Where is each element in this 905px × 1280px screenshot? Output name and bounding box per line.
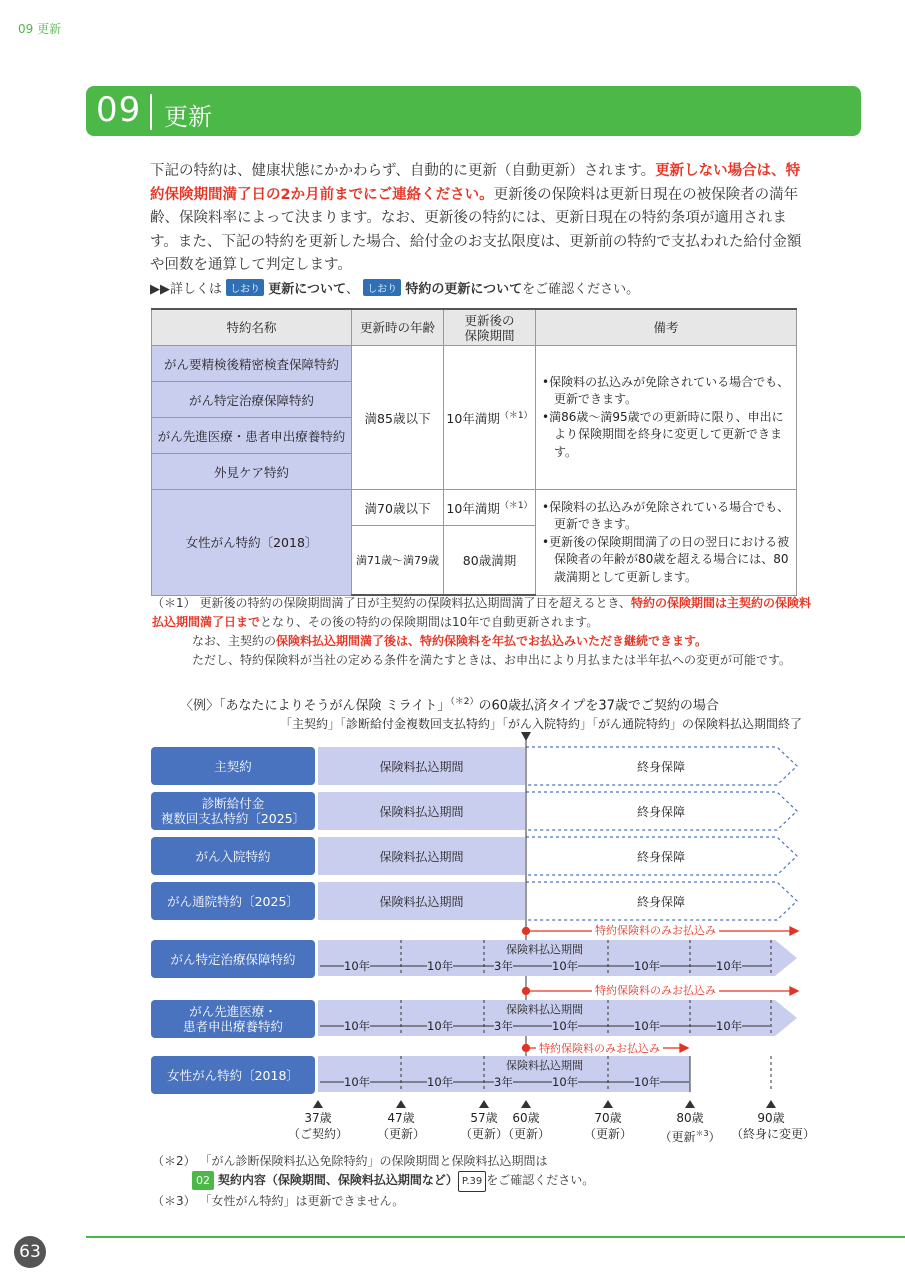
segment-label: 10年 bbox=[427, 1019, 454, 1033]
note-item: •保険料の払込みが免除されている場合でも、更新できます。 bbox=[542, 499, 790, 531]
intro-warning: 更新しない場合は、特約保険期間満了日の2か月前までにご連絡ください。 bbox=[150, 163, 801, 203]
segment-label: 10年 bbox=[344, 959, 371, 973]
segment-label: 10年 bbox=[427, 1075, 454, 1089]
age-note: （更新） bbox=[376, 1127, 425, 1141]
fn2-l1: 「がん診断保険料払込免除特約」の保険期間と保険料払込期間は bbox=[199, 1154, 548, 1168]
col-header-age: 更新時の年齢 bbox=[352, 309, 444, 346]
lifetime-coverage: 終身保障 bbox=[636, 804, 685, 819]
ref-prefix: ▶▶詳しくは bbox=[150, 282, 222, 297]
page-number: 63 bbox=[14, 1236, 46, 1268]
ref-link-renewal[interactable]: 更新について bbox=[268, 282, 347, 297]
segment-label: 10年 bbox=[552, 1019, 579, 1033]
col-header-name: 特約名称 bbox=[152, 309, 352, 346]
example-mark: （＊2） bbox=[450, 697, 479, 707]
age-marker bbox=[578, 1110, 638, 1142]
rider-name: 外見ケア特約 bbox=[152, 454, 352, 490]
age-note: （ご契約） bbox=[288, 1127, 349, 1141]
age-marker bbox=[655, 1110, 725, 1145]
footnote-2 bbox=[152, 1152, 812, 1211]
col-header-period: 更新後の 保険期間 bbox=[444, 309, 536, 346]
fn1-mark: （＊1） bbox=[152, 596, 196, 610]
segment-label: 3年 bbox=[494, 1075, 513, 1089]
example-title-b: の60歳払済タイプを37歳でご契約の場合 bbox=[478, 698, 719, 714]
rider-name: がん要精検後精密検査保障特約 bbox=[152, 346, 352, 382]
page-ref[interactable]: P.39 bbox=[458, 1171, 486, 1192]
row-label: 女性がん特約〔2018〕 bbox=[151, 1056, 315, 1094]
segment-label: 10年 bbox=[634, 1019, 661, 1033]
age-marker bbox=[496, 1110, 556, 1142]
segment-label: 10年 bbox=[552, 959, 579, 973]
pay-period: 保険料払込期間 bbox=[318, 747, 525, 785]
ref-suffix: をご確認ください。 bbox=[522, 282, 640, 297]
rider-name: 女性がん特約〔2018〕 bbox=[152, 490, 352, 596]
age-note-close: ） bbox=[708, 1130, 721, 1144]
section-badge: 02 bbox=[192, 1171, 214, 1190]
fn1-l2-red: 保険料払込期間満了後は、特約保険料を年払でお払込みいただき継続できます。 bbox=[276, 634, 708, 648]
renewal-period: 80歳満期 bbox=[444, 526, 536, 596]
segment-label: 10年 bbox=[552, 1075, 579, 1089]
fn2-bold[interactable]: 契約内容（保険期間、保険料払込期間など） bbox=[217, 1173, 458, 1187]
pay-period: 保険料払込期間 bbox=[318, 792, 525, 830]
pay-period-label: 保険料払込期間 bbox=[506, 1059, 583, 1072]
age-marker bbox=[731, 1110, 816, 1142]
age-note: （更新） bbox=[583, 1127, 632, 1141]
age-value: 60歳 bbox=[512, 1111, 540, 1125]
fn3-mark: （＊3） bbox=[152, 1194, 196, 1208]
rider-premium-note: 特約保険料のみお払込み bbox=[592, 922, 719, 938]
note-item: •満86歳～満95歳での更新時に限り、申出により保険期間を終身に変更して更新できます。 bbox=[542, 409, 784, 459]
row-label: がん入院特約 bbox=[151, 837, 315, 875]
ref-sep: 、 bbox=[346, 282, 360, 297]
pay-period: 保険料払込期間 bbox=[318, 837, 525, 875]
renewal-age: 満71歳～満79歳 bbox=[352, 526, 444, 596]
shiori-badge: しおり bbox=[363, 279, 401, 296]
lifetime-coverage: 終身保障 bbox=[636, 894, 685, 909]
fn2-l2b: をご確認ください。 bbox=[486, 1173, 595, 1187]
segment-label: 3年 bbox=[494, 1019, 513, 1033]
footer-line bbox=[86, 1236, 905, 1238]
pay-period: 保険料払込期間 bbox=[318, 882, 525, 920]
period-mark: （＊1） bbox=[499, 410, 533, 421]
age-note: （終身に変更） bbox=[731, 1127, 816, 1141]
age-note: （更新 bbox=[659, 1130, 696, 1144]
pay-period-label: 保険料払込期間 bbox=[506, 943, 583, 956]
shiori-badge: しおり bbox=[226, 279, 264, 296]
section-label: 09 更新 bbox=[18, 22, 62, 36]
rider-premium-note: 特約保険料のみお払込み bbox=[536, 1040, 663, 1056]
fn1-text-b: となり、その後の特約の保険期間は10年で自動更新されます。 bbox=[260, 615, 599, 629]
fn2-mark: （＊2） bbox=[152, 1154, 196, 1168]
rider-premium-note: 特約保険料のみお払込み bbox=[592, 982, 719, 998]
pay-period-label: 保険料払込期間 bbox=[506, 1003, 583, 1016]
segment-label: 10年 bbox=[427, 959, 454, 973]
note-item: •更新後の保険期間満了の日の翌日における被保険者の年齢が80歳を超える場合には、80歳満期として更新します。 bbox=[542, 534, 790, 584]
renewal-age: 満70歳以下 bbox=[352, 490, 444, 526]
age-marker bbox=[371, 1110, 431, 1142]
period-text: 10年満期 bbox=[446, 411, 500, 427]
section-number: 09 bbox=[96, 90, 142, 130]
fn1-l2a: なお、主契約の bbox=[192, 634, 277, 648]
age-note: （更新） bbox=[459, 1127, 508, 1141]
fn1-red: 特約の保険期間は主契約の保険料払込期間満了日まで bbox=[152, 596, 812, 629]
intro-text-b: 更新後の保険料は更新日現在の被保険者の満年齢、保険料率によって決まります。なお、更新後の特約には、更新日現在の特約条項が適用されます。また、下記の特約を更新した場合、給付金のお支払限度は、更新前の特約で支払われた給付金額や回数を通算して判定します。 bbox=[150, 186, 802, 273]
row-label: がん特定治療保障特約 bbox=[151, 940, 315, 978]
example-title-a: 〈例〉「あなたによりそうがん保険 ミライト」 bbox=[180, 698, 451, 714]
segment-label: 10年 bbox=[344, 1019, 371, 1033]
segment-label: 3年 bbox=[494, 959, 513, 973]
row-label: 主契約 bbox=[151, 747, 315, 785]
age-marker bbox=[288, 1110, 348, 1142]
age-value: 90歳 bbox=[757, 1111, 785, 1125]
note-item: •保険料の払込みが免除されている場合でも、更新できます。 bbox=[542, 374, 790, 407]
age-value: 37歳 bbox=[304, 1111, 332, 1125]
intro-text-a: 下記の特約は、健康状態にかかわらず、自動的に更新（自動更新）されます。 bbox=[150, 163, 656, 179]
fn1-l3: ただし、特約保険料が当社の定める条件を満たすときは、お申出により月払または半年払への変更が可能です。 bbox=[192, 653, 792, 667]
age-value: 70歳 bbox=[594, 1111, 622, 1125]
ref-link-rider-renewal[interactable]: 特約の更新について bbox=[405, 282, 523, 297]
age-note-mark: ＊3 bbox=[695, 1129, 709, 1138]
renewal-age: 満85歳以下 bbox=[352, 346, 444, 490]
rider-name: がん先進医療・患者申出療養特約 bbox=[152, 418, 352, 454]
lifetime-coverage: 終身保障 bbox=[636, 759, 685, 774]
segment-label: 10年 bbox=[344, 1075, 371, 1089]
rider-name: がん特定治療保障特約 bbox=[152, 382, 352, 418]
age-note: （更新） bbox=[501, 1127, 550, 1141]
row-label: がん先進医療・ 患者申出療養特約 bbox=[151, 1000, 315, 1038]
age-value: 47歳 bbox=[387, 1111, 415, 1125]
row-label: 診断給付金 複数回支払特約〔2025〕 bbox=[151, 792, 315, 830]
fn3-text: 「女性がん特約」は更新できません。 bbox=[199, 1194, 405, 1208]
col-header-note: 備考 bbox=[536, 309, 797, 346]
row-label: がん通院特約〔2025〕 bbox=[151, 882, 315, 920]
segment-label: 10年 bbox=[716, 1019, 743, 1033]
example-subtitle: 「主契約」「診断給付金複数回支払特約」「がん入院特約」「がん通院特約」の保険料払込期間終了 bbox=[280, 717, 803, 731]
segment-label: 10年 bbox=[634, 959, 661, 973]
period-mark: （＊1） bbox=[499, 500, 533, 511]
segment-label: 10年 bbox=[716, 959, 743, 973]
lifetime-coverage: 終身保障 bbox=[636, 849, 685, 864]
age-value: 57歳 bbox=[470, 1111, 498, 1125]
fn1-text-a: 更新後の特約の保険期間満了日が主契約の保険料払込期間満了日を超えるとき、 bbox=[199, 596, 631, 610]
page-title: 更新 bbox=[164, 103, 212, 131]
segment-label: 10年 bbox=[634, 1075, 661, 1089]
period-text: 10年満期 bbox=[446, 501, 500, 517]
age-value: 80歳 bbox=[676, 1111, 704, 1125]
